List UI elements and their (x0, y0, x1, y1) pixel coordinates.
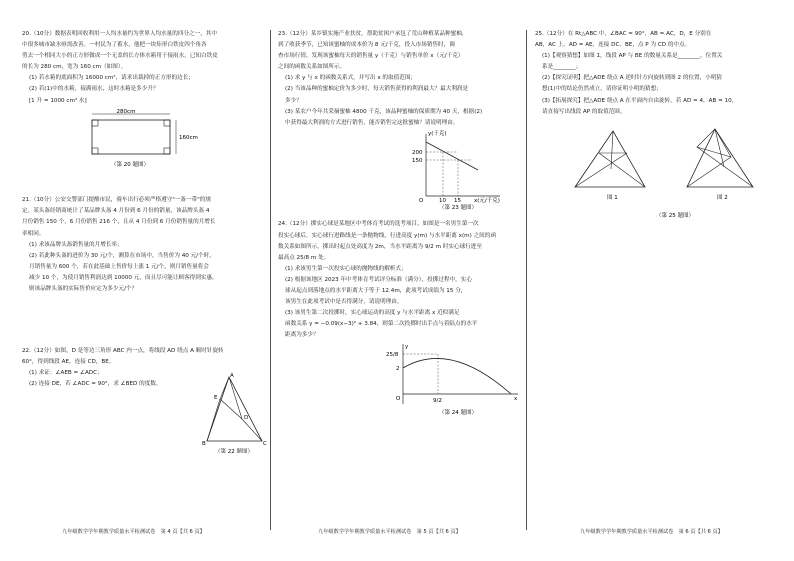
q20-line: 剪去一个相同大小的正方形做成一个无盖的长方体水箱用于接雨水，已知白铁皮 (22, 53, 218, 60)
question-21 (22, 196, 267, 294)
column-3 (535, 30, 785, 225)
q24-part: (2) 根据该地区 2023 年中考体育考试评分标准（满分），投掷过程中，实心 (285, 276, 472, 283)
q20-line: 中很多城市缺水亟需改善。一村民为了蓄水，他把一块矩形白铁皮四个角各 (22, 42, 207, 49)
page-footer-4: 九年级数学学年期教学质量水平检测试卷 第 4 页【共 6 页】 (62, 529, 205, 535)
q24-line: 24.（12分）掷实心球是某地区中考体育考试的选考项目，如图是一名男生第一次 (278, 221, 479, 228)
q24-part: 球从起点到落地点的水平距离大于等于 12.4m，此项考试成绩为 15 分， (285, 288, 467, 294)
q23-line: 23.（12分）某乡镇实施产业扶贫，帮助贫困户承包了荒山种植某品种蜜柚， (278, 31, 468, 37)
q22-line: 22.（12分）如图，D 是等边三角形 ABC 内一点，将线段 AD 绕点 A 顺时针旋转 (22, 347, 224, 354)
q20-height-label: 160cm (179, 134, 198, 141)
q24-line: 数关系如图所示，掷出时起点处高度为 2m，当水平距离为 9/2 m 时实心球行进至 (278, 243, 482, 250)
q23-line: 到了收获季节，已知该蜜柚的成本价为 8 元/千克，投入市场销售时，调 (278, 42, 455, 49)
q23-tick-150: 150 (412, 157, 423, 164)
column-1 (22, 30, 267, 458)
q21-part: 减少 10 个，为使月销售利润达到 10000 元，而且尽可能让顾客得到实惠， (29, 274, 218, 281)
q24-line: 投实心球后，实心球行进路线是一条抛物线，行进高度 y(m) 与水平距离 x(m) 之间的函 (278, 232, 496, 239)
question-23 (278, 30, 523, 214)
q25-part: 系是________； (542, 64, 582, 71)
q22-label-d: D (244, 414, 249, 421)
q22-label-c: C (263, 440, 267, 447)
q20-figure (22, 108, 267, 170)
q25-part: 请直接写出线段 AP 的取值范围。 (542, 108, 626, 115)
q22-part: (2) 连接 DE，若 ∠ADC = 90°，求 ∠BED 的度数。 (29, 380, 162, 387)
q25-caption: （第 25 题图） (656, 212, 694, 219)
q25-line: AB，AC 上，AD = AE，连接 DC，BE，点 P 为 CD 的中点。 (535, 42, 691, 49)
q23-tick-200: 200 (412, 149, 423, 156)
q20-part: (2) 若(1)中的水箱，接满雨水，这时水箱是多少升？ (29, 86, 159, 93)
q24-line: 最高点 25/8 m 处。 (278, 254, 330, 261)
question-20 (22, 30, 267, 174)
q20-width-label: 280cm (116, 108, 136, 115)
q25-part: (2)【探究证明】把△ADE 绕点 A 逆时针方向旋转到图 2 的位置，小明猜 (542, 75, 723, 82)
q20-part: (1) 若水箱的底面积为 16000 cm²，请求出裁掉的正方形的边长； (29, 75, 194, 82)
q21-line: 率相同。 (22, 230, 45, 237)
q25-fig2-label: 图 2 (717, 194, 728, 201)
q20-line: 的长为 280 cm，宽为 160 cm（如图）。 (22, 64, 127, 71)
q24-tick-vertex: 9/2 (433, 398, 442, 405)
q23-x-axis-label: x(元/千克) (474, 197, 500, 204)
column-divider (270, 30, 271, 530)
q20-caption: （第 20 题图） (111, 161, 149, 168)
q24-tick-max: 25/8 (386, 352, 399, 359)
q24-y-axis: y (405, 344, 409, 351)
q23-y-axis-label: y(千克) (428, 130, 447, 137)
q23-part: 中获得最大利润的方式进行销售，能否销售完这批蜜柚？请说明理由。 (285, 119, 459, 126)
q23-tick-15: 15 (454, 197, 461, 204)
q21-line: 定。某头盔经销商统计了某品牌头盔 4 月份到 6 月份的销量，该品牌头盔 4 (22, 208, 210, 215)
q25-figure-2 (687, 129, 753, 201)
q23-part: (1) 求 y 与 x 的函数关系式，并写出 x 的取值范围； (285, 75, 416, 82)
question-22 (22, 347, 267, 458)
q25-figure-1 (575, 131, 645, 201)
q22-label-a: A (230, 372, 234, 379)
q23-caption: （第 23 题图） (439, 204, 477, 210)
q25-line: 25.（12分）在 Rt△ABC 中，∠BAC = 90°，AB = AC，D，E 分别在 (535, 31, 712, 37)
q24-figure (278, 342, 523, 418)
page-footer-5: 九年级数学学年期教学质量水平检测试卷 第 5 页【共 6 页】 (318, 529, 461, 535)
page-footer-6: 九年级数学学年期教学质量水平检测试卷 第 6 页【共 6 页】 (580, 529, 723, 535)
q22-label-b: B (202, 440, 206, 447)
question-24 (278, 220, 523, 423)
q24-part: 函数关系 y = −0.09(x−3)² + 3.84，则第二次投掷时出手点与着陆点的水平 (285, 321, 478, 328)
q25-part: (3)【拓展探究】把△ADE 绕点 A 在平面内自由旋转，若 AD = 4，AB = 10， (542, 97, 738, 104)
q24-origin: O (396, 396, 401, 403)
q20-part: [1 升 = 1000 cm³ 水] (29, 97, 87, 104)
q20-line: 20.（10分）数据表明回收利用一人均水量约为世界人均水量的四分之一，其中 (22, 31, 218, 37)
q21-part: 则该品牌头盔的实际售价应定为多少元/个？ (29, 286, 138, 292)
q21-line: 21.（10分）公安交警部门提醒市民，骑车出行必须严格遵守"一盔一带"的规 (22, 197, 211, 204)
q21-line: 月份销售 150 个，6 月份销售 216 个，且从 4 月份到 6 月份销售量的月增长 (22, 219, 216, 226)
q21-part: 月销售量为 600 个，若在此基础上售价每上涨 1 元/个，则月销售量将会 (29, 263, 209, 270)
q23-line: 查市场行情，发现该蜜柚每天的销售量 y（千克）与销售单价 x（元/千克） (278, 53, 464, 60)
q24-part: 该男生在此项考试中是否得满分，请说明理由。 (285, 299, 403, 306)
q24-tick-2: 2 (396, 366, 400, 373)
q22-figure (22, 371, 267, 453)
q21-part: (1) 求该品牌头盔销售量的月增长率； (29, 241, 123, 248)
q23-part: (2) 当该品种的蜜柚定价为多少时，每天销售获得的利润最大？最大利润是 (285, 86, 469, 93)
q22-label-e: E (214, 394, 218, 401)
q23-part: (3) 某农户今年共采摘蜜柚 4800 千克，该品种蜜柚的保质期为 40 天，根据(2) (285, 108, 483, 115)
q25-fig1-label: 图 1 (607, 194, 618, 201)
q23-line: 之间的函数关系如图所示。 (278, 64, 346, 71)
q23-figure (278, 130, 523, 210)
q24-part: (3) 该男生第二次投掷时，实心球运动的高度 y 与水平距离 x 近似满足 (285, 310, 460, 317)
column-divider (526, 30, 527, 530)
q24-part: 距离为多少？ (285, 332, 319, 339)
question-25 (535, 30, 785, 225)
q23-part: 多少？ (285, 97, 302, 104)
q22-caption: （第 22 题图） (215, 448, 253, 453)
q25-part: 想(1)中的结论仍然成立，请你证明小明的猜想； (542, 86, 662, 93)
q23-origin: O (419, 197, 424, 204)
q25-part: (1)【观察猜想】如图 1，线段 AP 与 BE 的数量关系是________，位置关 (542, 53, 723, 60)
q22-line: 60°，得到线段 AE，连接 CD，BE。 (22, 358, 115, 365)
q24-x-axis: x (514, 396, 518, 403)
q21-part: (2) 若此种头盔的进价为 30 元/个，测算在市场中，当售价为 40 元/个时， (29, 252, 215, 259)
q24-part: (1) 求该男生第一次投实心球的抛物线的解析式； (285, 265, 407, 272)
column-2 (278, 30, 523, 423)
q23-tick-10: 10 (439, 197, 446, 204)
q25-figures (535, 125, 785, 221)
q24-caption: （第 24 题图） (439, 410, 477, 417)
q22-part: (1) 求证：∠AEB = ∠ADC； (29, 369, 103, 376)
